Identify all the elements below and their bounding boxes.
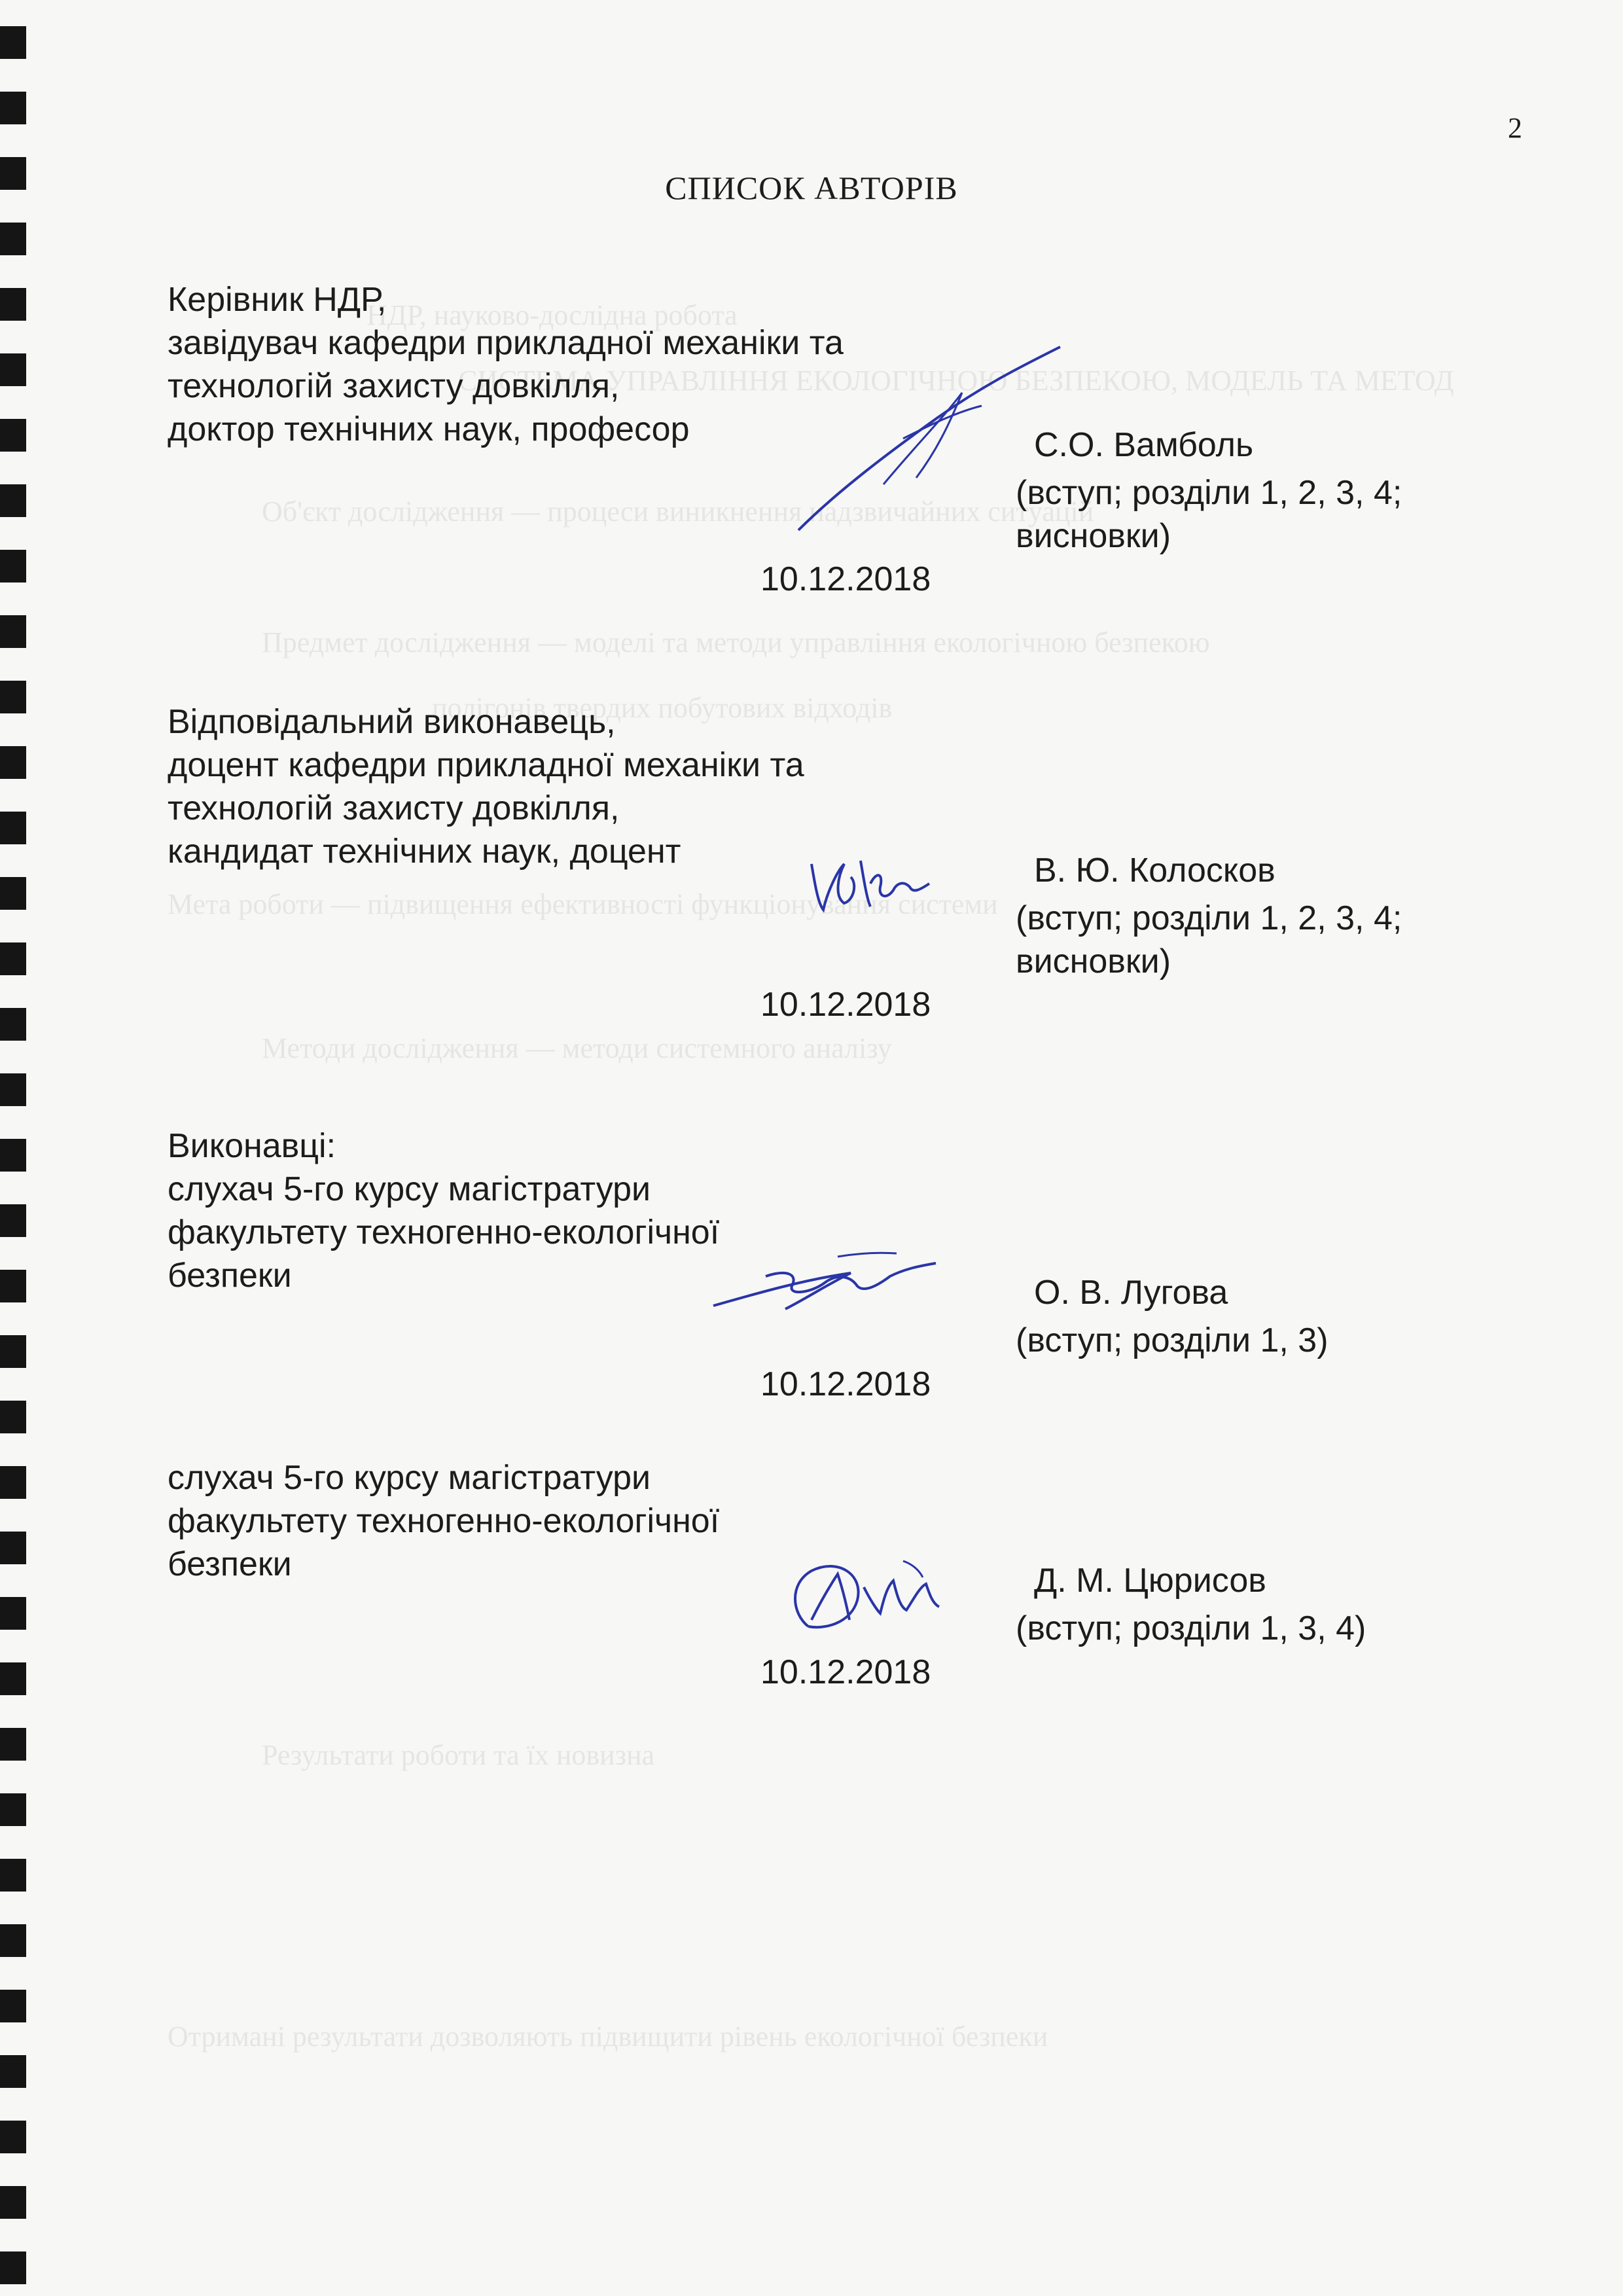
position-line: слухач 5-го курсу магістратури (168, 1170, 651, 1208)
binding-hole-mark (0, 1662, 26, 1695)
role-line: (вступ; розділи 1, 2, 3, 4; (1016, 899, 1402, 937)
binding-hole-mark (0, 812, 26, 844)
role-line: (вступ; розділи 1, 3, 4) (1016, 1609, 1366, 1647)
bleed-text: Мета роботи — підвищення ефективності функціонування системи (168, 888, 998, 920)
signature-date: 10.12.2018 (760, 1653, 931, 1691)
binding-hole-mark (0, 1073, 26, 1106)
position-line: Виконавці: (168, 1127, 336, 1165)
author-role (1016, 1607, 1578, 1650)
binding-hole-mark (0, 1401, 26, 1433)
bleed-text: Методи дослідження — методи системного аналізу (262, 1032, 892, 1064)
position-line: факультету техногенно-екологічної (168, 1213, 720, 1251)
role-line: висновки) (1016, 942, 1171, 980)
binding-hole-mark (0, 2186, 26, 2219)
binding-hole-mark (0, 1270, 26, 1302)
binding-hole-mark (0, 1793, 26, 1826)
binding-hole-mark (0, 2251, 26, 2284)
binding-hole-mark (0, 2121, 26, 2153)
author-name: В. Ю. Колосков (1034, 852, 1275, 889)
bleed-text: Об'єкт дослідження — процеси виникнення надзвичайних ситуацій (262, 495, 1094, 528)
page-number: 2 (1508, 112, 1522, 144)
binding-hole-mark (0, 288, 26, 321)
binding-hole-mark (0, 484, 26, 517)
position-line: доктор технічних наук, професор (168, 410, 690, 448)
author-role (1016, 471, 1578, 558)
signature-luhova (707, 1247, 942, 1325)
author-role (1016, 1319, 1578, 1362)
binding-hole-mark (0, 1924, 26, 1957)
binding-hole-mark (0, 2055, 26, 2088)
bleed-text: Предмет дослідження — моделі та методи управління екологічною безпекою (262, 626, 1210, 658)
bleed-text: НДР, науково-дослідна робота (366, 299, 738, 331)
binding-hole-mark (0, 942, 26, 975)
binding-hole-mark (0, 1139, 26, 1172)
binding-hole-mark (0, 1859, 26, 1892)
bleed-text: СИСТЕМА УПРАВЛІННЯ ЕКОЛОГІЧНОЮ БЕЗПЕКОЮ, МОДЕЛЬ ТА МЕТОД (458, 365, 1454, 397)
bleed-text: полігонів твердих побутових відходів (432, 692, 893, 724)
position-line: Відповідальний виконавець, (168, 703, 616, 741)
author-name: С.О. Вамболь (1034, 426, 1254, 464)
binding-hole-mark (0, 550, 26, 583)
binding-hole-mark (0, 223, 26, 255)
signature-date: 10.12.2018 (760, 560, 931, 598)
binding-hole-mark (0, 353, 26, 386)
signature-koloskov (805, 844, 936, 916)
binding-hole-mark (0, 1532, 26, 1564)
position-line: безпеки (168, 1257, 292, 1295)
author-name: Д. М. Цюрисов (1034, 1562, 1266, 1600)
position-line: технологій захисту довкілля, (168, 367, 620, 405)
binding-hole-mark (0, 92, 26, 124)
binding-hole-mark (0, 26, 26, 59)
signature-date: 10.12.2018 (760, 1365, 931, 1403)
position-line: безпеки (168, 1545, 292, 1583)
bleed-text: Отримані результати дозволяють підвищити рівень екологічної безпеки (168, 2020, 1048, 2053)
author-role (1016, 897, 1578, 983)
binding-hole-mark (0, 1008, 26, 1041)
bleed-text: Результати роботи та їх новизна (262, 1739, 655, 1771)
binding-hole-mark (0, 877, 26, 910)
position-line: Керівник НДР, (168, 281, 387, 319)
position-line: доцент кафедри прикладної механіки та (168, 746, 804, 784)
binding-hole-mark (0, 615, 26, 648)
binding-hole-mark (0, 1990, 26, 2022)
author-name: О. В. Лугова (1034, 1274, 1228, 1312)
binding-hole-mark (0, 419, 26, 452)
binding-hole-mark (0, 681, 26, 713)
position-line: завідувач кафедри прикладної механіки та (168, 324, 844, 362)
binding-hole-mark (0, 746, 26, 779)
binding-hole-mark (0, 1204, 26, 1237)
binding-hole-mark (0, 1728, 26, 1761)
position-line: факультету техногенно-екологічної (168, 1502, 720, 1540)
signature-tsiurysov (772, 1548, 955, 1646)
page-title: СПИСОК АВТОРІВ (665, 170, 958, 206)
role-line: (вступ; розділи 1, 2, 3, 4; (1016, 474, 1402, 512)
position-line: кандидат технічних наук, доцент (168, 833, 681, 870)
binding-hole-mark (0, 1466, 26, 1499)
signature-date: 10.12.2018 (760, 986, 931, 1024)
binding-hole-mark (0, 1597, 26, 1630)
role-line: висновки) (1016, 517, 1171, 555)
position-line: технологій захисту довкілля, (168, 789, 620, 827)
role-line: (вступ; розділи 1, 3) (1016, 1321, 1329, 1359)
binding-hole-mark (0, 1335, 26, 1368)
position-line: слухач 5-го курсу магістратури (168, 1459, 651, 1497)
